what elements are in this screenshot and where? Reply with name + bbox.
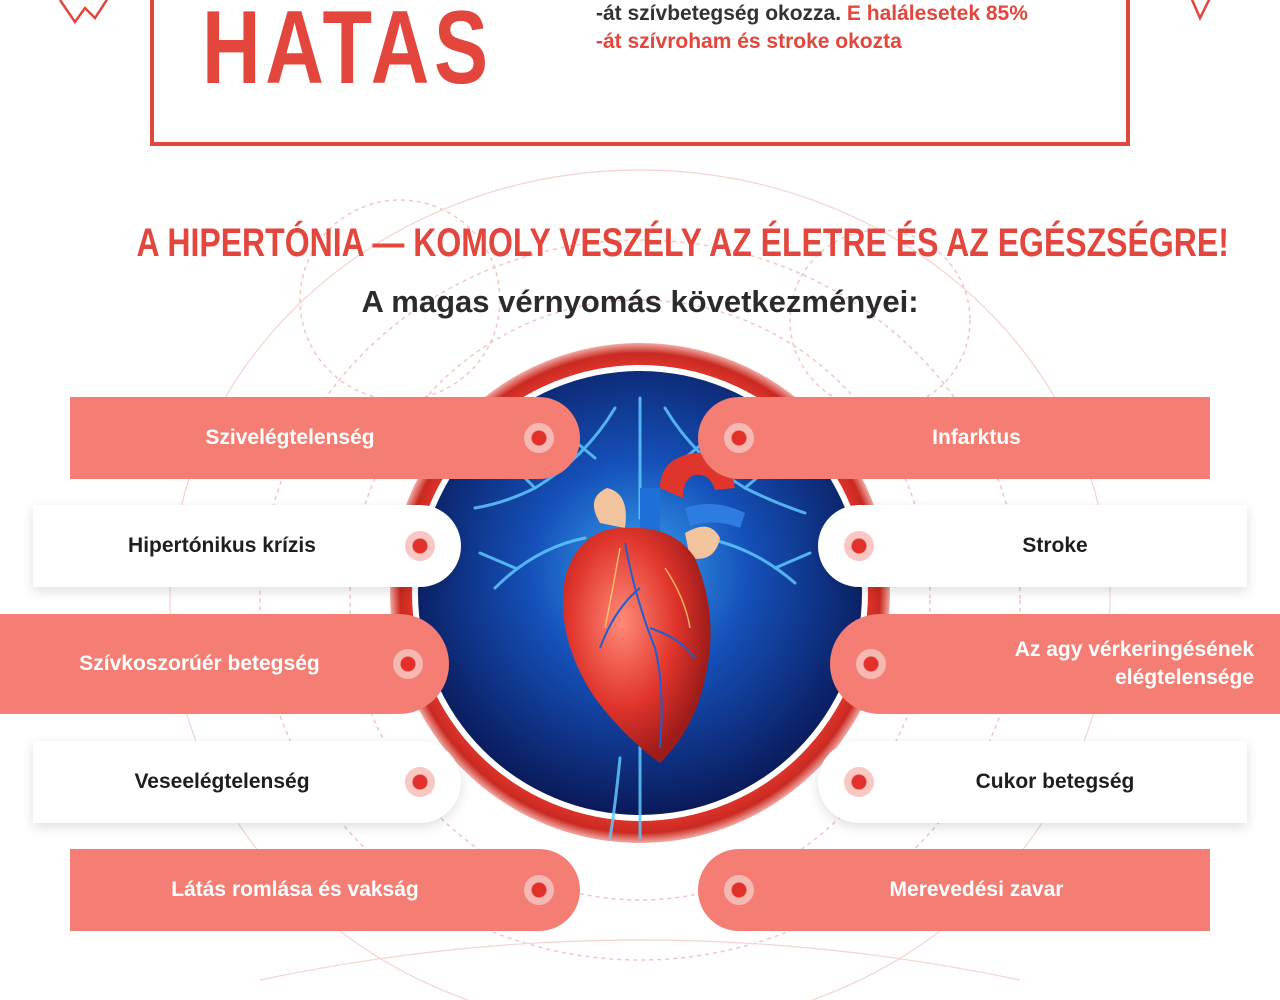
consequence-hypertensive-crisis (33, 505, 461, 587)
consequence-label: Szivelégtelenség (205, 426, 375, 449)
consequence-stroke (818, 505, 1247, 587)
page-headline-text: A HIPERTÓNIA — KOMOLY VESZÉLY AZ ÉLETRE ÉS AZ EGÉSZSÉGRE! (136, 221, 1229, 265)
consequence-brain-circulation (830, 614, 1280, 714)
consequence-heart-failure (70, 397, 580, 479)
statistic-line-2: -át szívroham és stroke okozta (596, 30, 902, 53)
heartbeat-line-left (60, 0, 110, 22)
red-dot-icon (405, 531, 435, 561)
statistic-line-1 (596, 1, 1028, 27)
consequence-label: Infarktus (932, 426, 1021, 449)
consequence-label: Veseelégtelenség (134, 770, 310, 793)
red-dot-icon (724, 423, 754, 453)
red-dot-icon (844, 767, 874, 797)
statistic-line-1-red: E halálesetek 85% (846, 2, 1028, 25)
consequence-erectile-dysfunction (698, 849, 1210, 931)
red-dot-icon (856, 649, 886, 679)
consequence-label: Merevedési zavar (889, 878, 1064, 901)
page-subheadline: A magas vérnyomás következményei: (361, 284, 919, 319)
red-dot-icon (393, 649, 423, 679)
consequence-coronary-disease (0, 614, 449, 714)
red-dot-icon (844, 531, 874, 561)
consequence-kidney-failure (33, 741, 461, 823)
big-heading-word: HATAS (202, 0, 493, 106)
red-dot-icon (524, 423, 554, 453)
consequence-label: Szívkoszorúér betegség (79, 652, 320, 675)
consequence-label: Látás romlása és vakság (171, 878, 419, 901)
consequence-label: Az agy vérkeringésének elégtelensége (1014, 638, 1254, 689)
consequence-label: Hipertónikus krízis (128, 534, 316, 557)
consequence-label: Stroke (1022, 534, 1088, 557)
consequence-diabetes (818, 741, 1247, 823)
page-headline (0, 220, 1280, 266)
red-dot-icon (524, 875, 554, 905)
statistic-line-1-dark: -át szívbetegség okozza. (596, 2, 842, 25)
consequence-vision-loss (70, 849, 580, 931)
heartbeat-line-right (1190, 0, 1210, 18)
consequence-label: Cukor betegség (975, 770, 1135, 793)
red-dot-icon (405, 767, 435, 797)
red-dot-icon (724, 875, 754, 905)
consequence-infarction (698, 397, 1210, 479)
